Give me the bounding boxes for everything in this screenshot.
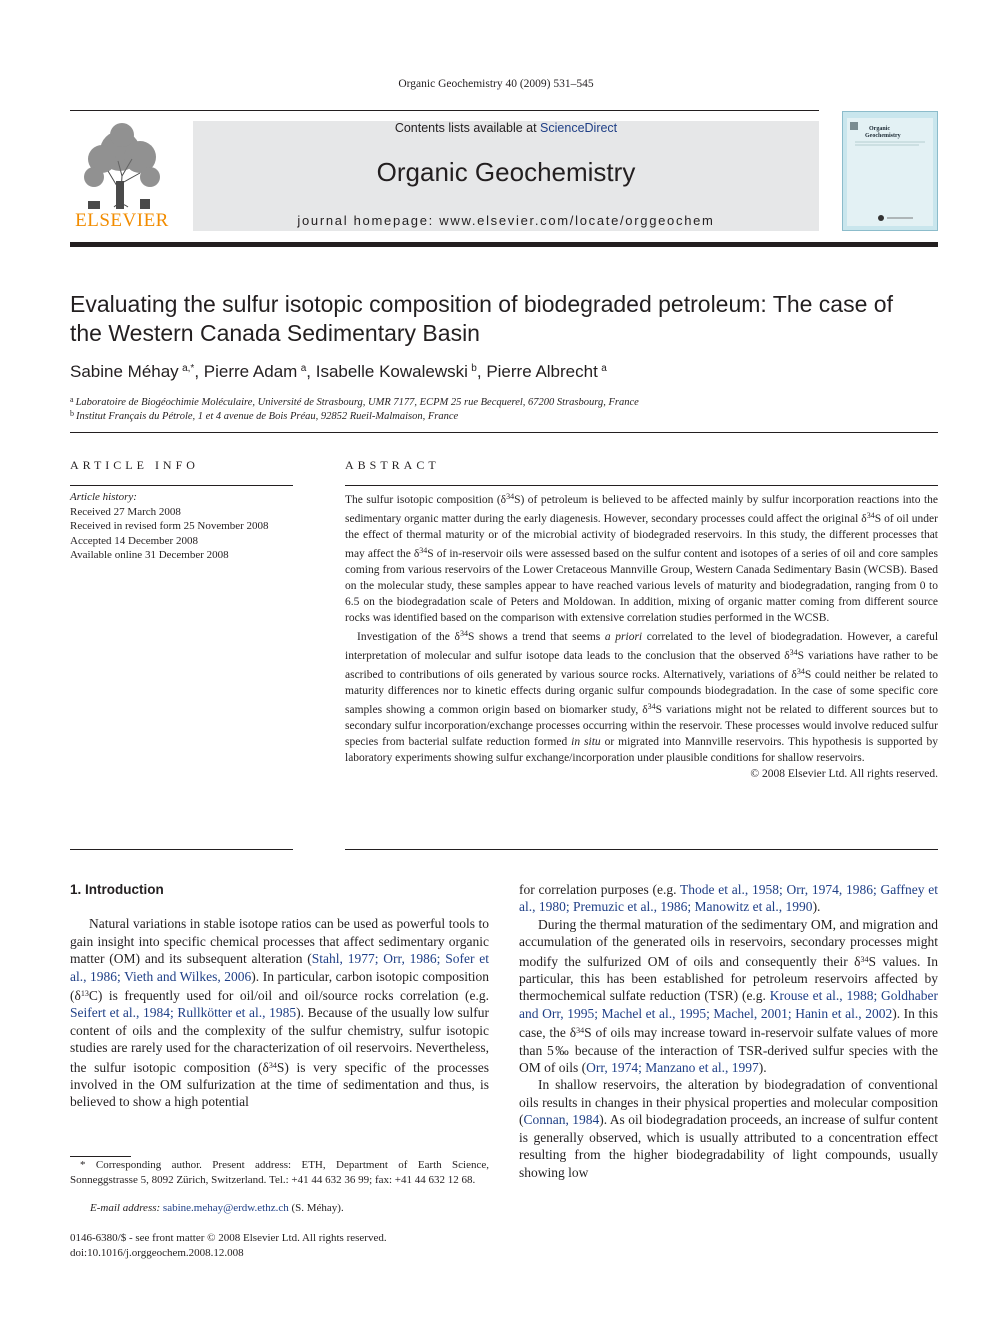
citation-link[interactable]: Krouse et al., 1988; Goldhaber and Orr, 1995; Machel et al., 1995; Machel, 2001; Hanin et al., 2002 [519, 988, 938, 1021]
elsevier-wordmark: ELSEVIER [75, 210, 169, 231]
author-affil-mark[interactable]: a,* [182, 363, 195, 374]
author-name: Sabine Méhay [70, 362, 179, 381]
abstract-text [345, 489, 938, 782]
author-name: Pierre Albrecht [486, 362, 598, 381]
article-info-heading: ARTICLE INFO [70, 458, 199, 472]
body-paragraph: for correlation purposes (e.g. Thode et al., 1958; Orr, 1974, 1986; Gaffney et al., 1980; Premuzic et al., 1986; Manowitz et al., 1990). [519, 882, 938, 915]
header-thick-rule [70, 242, 938, 247]
citation-link[interactable]: Seifert et al., 1984; Rullkötter et al., 1985 [70, 1005, 297, 1021]
journal-title: Organic Geochemistry [376, 157, 636, 187]
cover-title-line2: Geochemistry [865, 133, 901, 139]
history-item: Accepted 14 December 2008 [70, 534, 198, 547]
cover-graphic [847, 118, 933, 226]
journal-homepage[interactable]: journal homepage: www.elsevier.com/locate/orggeochem [297, 213, 715, 228]
footnote-rule [70, 1156, 131, 1157]
abstract-paragraph-1: The sulfur isotopic composition $(\delta^{34}S)$ of petroleum is believed to be affected mainly by sulfur incorporation reactions into the sedimentary organic matter during the early diagenesis. However, secondary processes could affect the original $\delta^{34}S$ of oil under the effect of thermal maturity or of the microbial activity of biodegraded reservoirs. In this study, the different processes that may affect the $\delta^{34}S$ of in-reservoir oils were assessed based on the sulfur content and isotopes of a series of oil and core samples coming from various reservoirs of the Lower Cretaceous Mannville Group, Western Canada Sedimentary Basin (WCSB). Based on the molecular study, these samples appear to have reached various levels of maturity and biodegradation, ranging from 0 to 6.5 on the biodegradation scale of Peters and Moldowan. In addition, mixing of organic matter coming from different source rocks was identified based on the comparison with extensive correlation studies performed in the WCSB. [345, 492, 938, 624]
journal-cover-thumbnail [842, 111, 938, 231]
corresponding-author-note: * Corresponding author. Present address: ETH, Department of Earth Science, Sonneggstrasse 5, 8092 Zürich, Switzerland. Tel.: +41 44 632 36 99; fax: +41 44 632 12 68. [70, 1159, 490, 1186]
abstract-bottom-rule [345, 849, 938, 850]
article-info-rule [70, 485, 293, 486]
issn-line: 0146-6380/$ - see front matter © 2008 Elsevier Ltd. All rights reserved. [70, 1232, 387, 1244]
section-heading-introduction: 1. Introduction [70, 882, 164, 897]
abstract-copyright: © 2008 Elsevier Ltd. All rights reserved. [750, 768, 938, 780]
abstract-rule [345, 485, 938, 486]
body-right-column [519, 881, 938, 1181]
history-item: Received 27 March 2008 [70, 505, 181, 518]
history-item: Received in revised form 25 November 2008 [70, 520, 269, 532]
journal-reference: Organic Geochemistry 40 (2009) 531–545 [398, 78, 594, 90]
sciencedirect-link[interactable]: ScienceDirect [540, 121, 618, 135]
header-rule [70, 110, 819, 111]
abstract-paragraph-2: Investigation of the $\delta^{34}S$ shows a trend that seems a priori correlated to the level of biodegradation. However, a careful interpretation of molecular and sulfur isotope data leads to the conclusion that the observed $\delta^{34}S$ variations have rather to be ascribed to contributions of oils generated by various source rocks. Alternatively, variations of $\delta^{34}S$ could neither be related to maturity differences nor to kinetic effects during organic sulfur compounds biodegradation. In the case of some specific core samples showing a common origin based on biomarker study, $\delta^{34}S$ variations might not be related to different sources but to secondary sulfur incorporation/exchange processes occurring within the reservoir. These processes would involve reduced sulfur species from bacterial sulfate reduction formed in situ or migrated into Mannville reservoirs. This hypothesis is supported by laboratory experiments showing sulfur exchange/incorporation under plausible conditions for shallow reservoirs. [345, 629, 939, 764]
author-affil-mark[interactable]: a [601, 363, 607, 374]
author-affil-mark[interactable]: b [471, 363, 477, 374]
cover-title-line1: Organic [869, 126, 890, 132]
body-paragraph: During the thermal maturation of the sedimentary OM, and migration and accumulation of the generated oils in reservoirs, secondary processes might modify the sulfurized OM of oils and consequently their $\delta^{34}S$ values. In particular, this has been established for petroleum reservoirs affected by thermochemical sulfate reduction (TSR) (e.g. Krouse et al., 1988; Goldhaber and Orr, 1995; Machel et al., 1995; Machel, 2001; Hanin et al., 2002). In this case, the $\delta^{34}S$ of oils may increase toward in-reservoir sulfate values of more than 5‰ because of the interaction of TSR-derived sulfur species with the OM of oils (Orr, 1974; Manzano et al., 1997). [519, 916, 939, 1076]
affiliation-rule [70, 432, 938, 433]
abstract-heading: ABSTRACT [345, 458, 440, 472]
history-label: Article history: [70, 491, 137, 503]
body-paragraph: Natural variations in stable isotope ratios can be used as powerful tools to gain insight into specific chemical processes that affect sedimentary organic matter (OM) and its subsequent alteration (Stahl, 1977; Orr, 1986; Sofer et al., 1986; Vieth and Wilkes, 2006). In particular, carbon isotopic composition $(\delta^{13}C)$ is frequently used for oil/oil and oil/source rocks correlation (e.g. Seifert et al., 1984; Rullkötter et al., 1985). Because of the usually low sulfur content of oils and the complexity of the sulfur chemistry, sulfur isotopic studies are rarely used for the characterization of oil reservoirs. Nevertheless, the sulfur isotopic composition $(\delta^{34}S)$ is very specific of the processes involved in the OM sulfurization at the time of sedimentation and thus, is believed to show a high potential [70, 916, 490, 1110]
citation-link[interactable]: Orr, 1974; Manzano et al., 1997 [586, 1060, 759, 1076]
contents-line: Contents lists available at ScienceDirect [394, 121, 618, 135]
affiliation-a: $^a$ Laboratoire de Biogéochimie Moléculaire, Université de Strasbourg, UMR 7177, ECPM 25 rue Becquerel, 67200 Strasbourg, France [70, 395, 639, 408]
citation-link[interactable]: Connan, 1984 [523, 1112, 600, 1128]
body-left-column [70, 881, 489, 1111]
cover-page [847, 118, 933, 226]
citation-link[interactable]: Thode et al., 1958; Orr, 1974, 1986; Gaffney et al., 1980; Premuzic et al., 1986; Manowitz et al., 1990 [519, 882, 938, 915]
author-list: Sabine Méhay $^{a,*}$, Pierre Adam $^a$, Isabelle Kowalewski $^b$, Pierre Albrecht $^a$ [70, 362, 607, 381]
article-history [70, 490, 269, 563]
front-matter-note [70, 1231, 387, 1260]
author-name: Pierre Adam [203, 362, 298, 381]
author-name: Isabelle Kowalewski [315, 362, 468, 381]
email-link[interactable]: sabine.mehay@erdw.ethz.ch [162, 1202, 289, 1214]
body-paragraph: In shallow reservoirs, the alteration by biodegradation of conventional oils results in changes in their physical properties and molecular composition (Connan, 1984). As oil biodegradation proceeds, an increase of sulfur content is generally observed, which is usually attributed to a concentration effect resulting from the higher biodegradability of light compounds, usually showing low [519, 1077, 939, 1180]
email-note: E-mail address: sabine.mehay@erdw.ethz.ch (S. Méhay). [90, 1202, 344, 1214]
citation-link[interactable]: Stahl, 1977; Orr, 1986; Sofer et al., 1986; Vieth and Wilkes, 2006 [70, 951, 490, 984]
affiliation-b: $^b$ Institut Français du Pétrole, 1 et 4 avenue de Bois Préau, 92852 Rueil-Malmaison, France [70, 409, 459, 422]
author-affil-mark[interactable]: a [300, 363, 307, 374]
article-info-bottom-rule [70, 849, 293, 850]
paper-title: Evaluating the sulfur isotopic composition of biodegraded petroleum: The case of the Western Canada Sedimentary Basin [70, 291, 893, 346]
history-item: Available online 31 December 2008 [70, 549, 229, 561]
doi-line[interactable]: doi:10.1016/j.orggeochem.2008.12.008 [70, 1246, 244, 1259]
